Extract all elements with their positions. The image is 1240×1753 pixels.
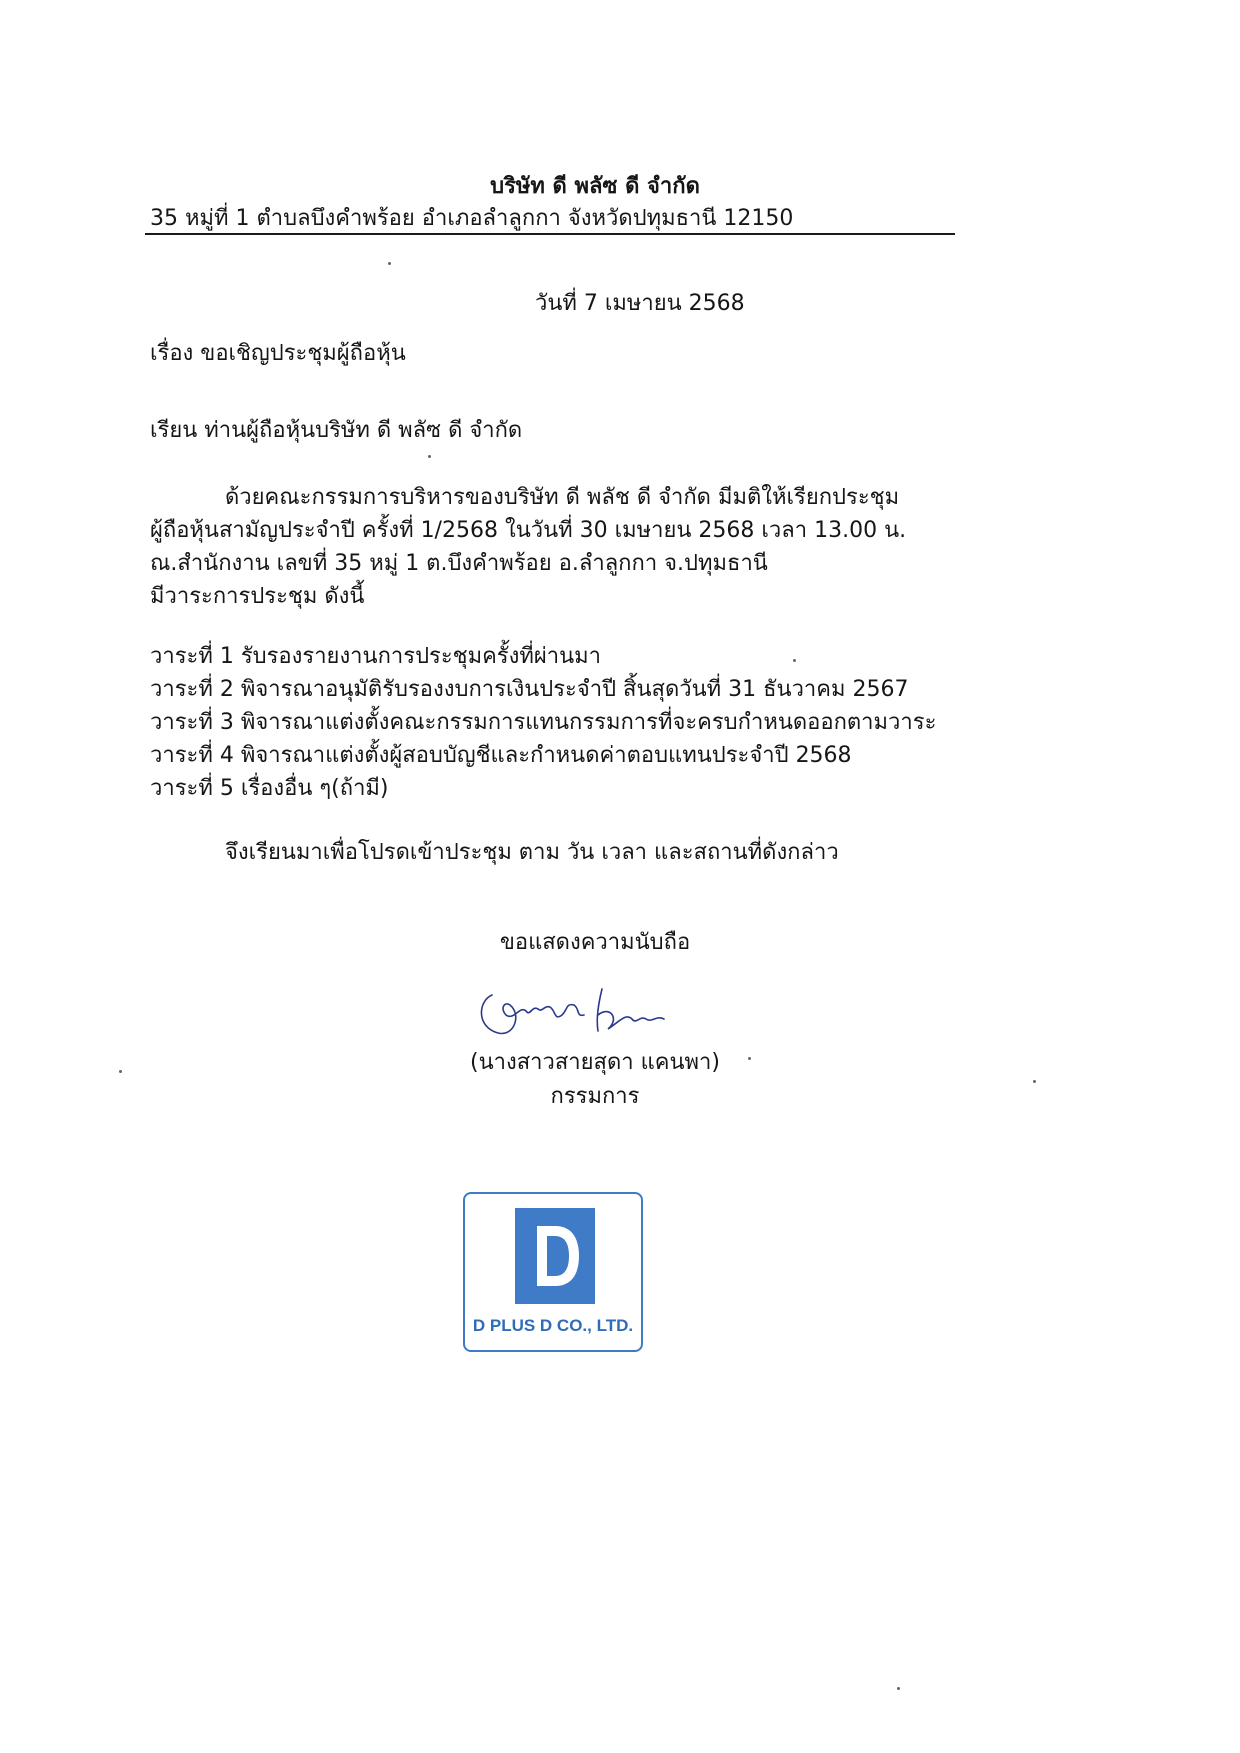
body-line: ด้วยคณะกรรมการบริหารของบริษัท ดี พลัช ดี จำกัด มีมติให้เรียกประชุม	[225, 485, 900, 510]
scan-speck	[1033, 1080, 1036, 1083]
handwritten-signature	[470, 975, 690, 1045]
scan-speck	[388, 262, 391, 265]
letter-subject: เรื่อง ขอเชิญประชุมผู้ถือหุ้น	[150, 341, 406, 366]
agenda-item: วาระที่ 4 พิจารณาแต่งตั้งผู้สอบบัญชีและกำหนดค่าตอบแทนประจำปี 2568	[150, 743, 852, 768]
logo-d-icon	[515, 1208, 595, 1304]
logo-text: D PLUS D CO., LTD.	[472, 1316, 634, 1335]
body-line: ณ.สำนักงาน เลขที่ 35 หมู่ 1 ต.บึงคำพร้อย อ.ลำลูกกา จ.ปทุมธานี	[150, 551, 768, 576]
body-line: มีวาระการประชุม ดังนี้	[150, 584, 365, 609]
signer-name: (นางสาวสายสุดา แคนพา)	[470, 1050, 720, 1075]
agenda-item: วาระที่ 1 รับรองรายงานการประชุมครั้งที่ผ่านมา	[150, 644, 602, 669]
company-address: 35 หมู่ที่ 1 ตำบลบึงคำพร้อย อำเภอลำลูกกา จังหวัดปทุมธานี 12150	[150, 206, 794, 231]
body-line: ผู้ถือหุ้นสามัญประจำปี ครั้งที่ 1/2568 ในวันที่ 30 เมษายน 2568 เวลา 13.00 น.	[150, 518, 907, 543]
scan-speck	[748, 1057, 751, 1060]
agenda-item: วาระที่ 5 เรื่องอื่น ๆ(ถ้ามี)	[150, 776, 389, 801]
scan-speck	[119, 1070, 122, 1073]
letter-salutation: เรียน ท่านผู้ถือหุ้นบริษัท ดี พลัซ ดี จำกัด	[150, 418, 523, 443]
closing-sentence: จึงเรียนมาเพื่อโปรดเข้าประชุม ตาม วัน เวลา และสถานที่ดังกล่าว	[225, 840, 839, 865]
agenda-item: วาระที่ 2 พิจารณาอนุมัติรับรองงบการเงินประจำปี สิ้นสุดวันที่ 31 ธันวาคม 2567	[150, 677, 909, 702]
header-divider	[145, 233, 955, 235]
scan-speck	[793, 659, 796, 662]
scan-speck	[897, 1687, 900, 1690]
company-logo	[463, 1192, 643, 1352]
scan-speck	[428, 455, 431, 458]
company-name: บริษัท ดี พลัซ ดี จำกัด	[490, 174, 700, 199]
agenda-item: วาระที่ 3 พิจารณาแต่งตั้งคณะกรรมการแทนกรรมการที่จะครบกำหนดออกตามวาระ	[150, 710, 937, 735]
regards-text: ขอแสดงความนับถือ	[499, 930, 691, 955]
letter-date: วันที่ 7 เมษายน 2568	[535, 291, 745, 316]
signer-position: กรรมการ	[550, 1084, 640, 1109]
